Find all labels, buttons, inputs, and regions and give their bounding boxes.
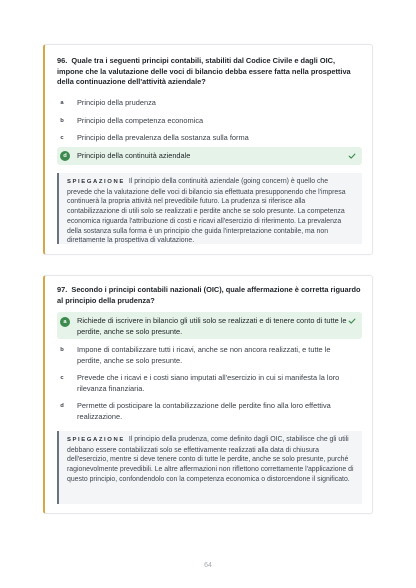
explanation-box bbox=[57, 431, 362, 504]
option-text: Prevede che i ricavi e i costi siano imputati all'esercizio in cui si manifesta la loro rilevanza finanziaria. bbox=[77, 373, 340, 393]
option-letter-badge: d bbox=[60, 151, 70, 161]
option-b[interactable] bbox=[57, 345, 362, 366]
question-body: Quale tra i seguenti principi contabili, stabiliti dal Codice Civile e dagli OIC, impone che la valutazione delle voci di bilancio debba essere fatta nella prospettiva della continuazione dell'attività aziendale? bbox=[57, 56, 351, 87]
question-body: Secondo i principi contabili nazionali (OIC), quale affermazione è corretta riguardo al principio della prudenza? bbox=[57, 285, 361, 305]
option-letter: b bbox=[60, 347, 64, 353]
option-text: Permette di posticipare la contabilizzazione delle perdite fino alla loro effettiva realizzazione. bbox=[77, 401, 331, 421]
option-text: Impone di contabilizzare tutti i ricavi, anche se non ancora realizzati, e tutte le perdite, anche se solo presunte. bbox=[77, 345, 331, 365]
option-c[interactable] bbox=[57, 133, 362, 144]
question-number: 96. bbox=[57, 56, 68, 65]
option-letter: c bbox=[60, 375, 64, 381]
option-text: Principio della prudenza bbox=[77, 98, 156, 107]
check-icon bbox=[348, 317, 356, 325]
question-text bbox=[57, 285, 362, 306]
explanation-label: SPIEGAZIONE bbox=[67, 179, 125, 185]
option-text: Principio della prevalenza della sostanza sulla forma bbox=[77, 133, 249, 142]
question-card-97 bbox=[43, 275, 373, 514]
check-icon bbox=[348, 152, 356, 160]
option-c[interactable] bbox=[57, 373, 362, 394]
question-text bbox=[57, 56, 362, 88]
option-text: Richiede di iscrivere in bilancio gli utili solo se realizzati e di tenere conto di tutte le perdite, anche se solo presunte. bbox=[77, 316, 347, 336]
question-number: 97. bbox=[57, 285, 68, 294]
page-number: 64 bbox=[204, 562, 212, 569]
explanation-text: Il principio della continuità aziendale (going concern) è quello che prevede che la valutazione delle voci di bilancio sia effettuata presupponendo che l'impresa continuerà la propria attività nel prevedibile futuro. La prudenza si riferisce alla contabilizzazione di utili solo se realizzati e perdite anche se solo presunte. La competenza economica riguarda l'attribuzione di costi e ricavi all'esercizio di riferimento. La prevalenza della sostanza sulla forma è un principio che guida l'interpretazione contabile, ma non direttamente la prospettiva di valutazione. bbox=[67, 178, 346, 245]
option-a[interactable] bbox=[57, 98, 362, 109]
question-card-96 bbox=[43, 44, 373, 255]
explanation-box bbox=[57, 173, 362, 244]
option-a-correct[interactable] bbox=[57, 312, 362, 339]
option-letter: b bbox=[60, 118, 64, 124]
option-letter: a bbox=[60, 100, 64, 106]
explanation-text: Il principio della prudenza, come definito dagli OIC, stabilisce che gli utili debbano essere contabilizzati solo se effettivamente realizzati alla data di chiusura dell'esercizio, mentre si deve tenere conto di tutte le perdite, anche se solo presunte, purché ragionevolmente prevedibili. Le altre affermazioni non riflettono correttamente l'applicazione di questo principio, confondendolo con la competenza economica o distorcendone il significato. bbox=[67, 436, 354, 483]
option-d-correct[interactable] bbox=[57, 147, 362, 165]
option-letter-badge: a bbox=[60, 317, 70, 327]
option-letter: c bbox=[60, 135, 64, 141]
option-text: Principio della competenza economica bbox=[77, 116, 204, 125]
option-b[interactable] bbox=[57, 116, 362, 127]
option-text: Principio della continuità aziendale bbox=[77, 151, 191, 160]
explanation-label: SPIEGAZIONE bbox=[67, 437, 125, 443]
option-d[interactable] bbox=[57, 401, 362, 422]
option-letter: d bbox=[60, 403, 64, 409]
